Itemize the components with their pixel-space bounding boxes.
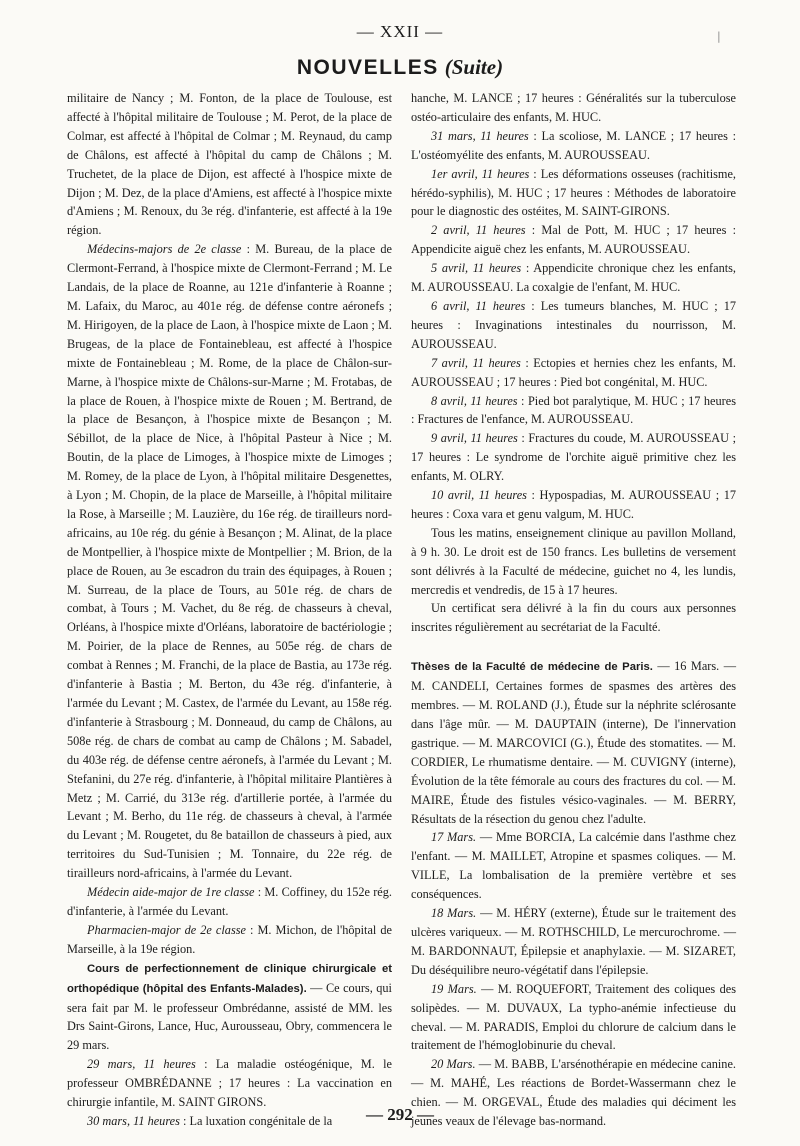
date-label: 5 avril, 11 heures bbox=[431, 261, 522, 276]
title-suite: (Suite) bbox=[444, 55, 504, 79]
section-heading: Thèses de la Faculté de médecine de Paris. bbox=[411, 661, 653, 674]
paragraph: 9 avril, 11 heures : Fractures du coude, M. AUROUSSEAU ; 17 heures : Le syndrome de l'orchite aiguë primitive chez les enfants, M. OLRY. bbox=[411, 431, 736, 484]
date-label: 31 mars, 11 heures bbox=[431, 128, 529, 143]
date-label: 2 avril, 11 heures bbox=[431, 223, 526, 238]
title-text: NOUVELLES bbox=[296, 56, 439, 79]
date-label: 17 Mars. bbox=[431, 830, 477, 845]
date-label: 29 mars, 11 heures bbox=[87, 1057, 196, 1072]
date-label: 20 Mars. bbox=[431, 1057, 476, 1072]
section-heading: Cours de perfectionnement de clinique chirurgicale et orthopédique (hôpital des Enfants-Malades). bbox=[67, 962, 392, 995]
date-label: 1er avril, 11 heures bbox=[431, 166, 530, 181]
margin-mark: | bbox=[717, 30, 721, 43]
page-roman-number: — XXII — bbox=[356, 22, 444, 41]
paragraph: 10 avril, 11 heures : Hypospadias, M. AUROUSSEAU ; 17 heures : Coxa vara et genu valgum, M. HUC. bbox=[411, 488, 737, 521]
rank-label: Médecin aide-major de 1re classe bbox=[87, 885, 255, 900]
paragraph: Cours de perfectionnement de clinique chirurgicale et orthopédique (hôpital des Enfants-Malades). — Ce cours, qui sera fait par M. le professeur Ombrédanne, assisté de MM. les Drs Saint-Girons, Lance, Huc, Aurousseau, Obry, commencera le 29 mars. bbox=[67, 962, 392, 1053]
date-label: 9 avril, 11 heures bbox=[431, 431, 518, 446]
paragraph: Médecins-majors de 2e classe : M. Bureau, de la place de Clermont-Ferrand, à l'hospice mixte de Clermont-Ferrand ; M. Le Landais, de la place de Roanne, au 121e d'infanterie à Roanne ; M. Lafaix, du Maroc, au 401e rég. de défense contre aéronefs ; M. Hirigoyen, de la place de Laon, à l'hospice mixte de Laon ; M. Brugeas, de la place de Fontainebleau, est affecté à l'hospice mixte de Fontainebleau ; M. Rome, de la place de Châlon-sur-Marne, à l'hospice mixte de Châlons-sur-Marne ; M. Frotabas, de la place de Rouen, à l'hospice mixte de Rouen ; M. Bertrand, de la place de Besançon, à l'hospice mixte de Besançon ; M. Sébillot, de la place de Nice, à l'hôpital Pasteur à Nice ; M. Boutin, de la place de Limoges, à l'hospice mixte de Limoges ; M. Romey, de la place de Lyon, à l'hôpital militaire Desgenettes, à Lyon ; M. Chopin, de la place de Marseille, à l'hôpital militaire la Rose, à Marseille ; M. Lauzière, du 16e rég. de tirailleurs nord-africains, au 10e rég. du génie à Besançon ; M. Alinat, de la place de Montpellier, à l'hospice mixte de Montpellier ; M. Brion, de la place de Rouen, au 3e escadron du train des équipages, à Rouen ; M. Surreau, de la place de Tours, au 501e rég. de chars de combat, à Tours ; M. Vachet, du 8e rég. de chasseurs à cheval, Orléans, à l'hospice mixte d'Orléans, laboratoire de bactériologie ; M. Poirier, de la place de Rennes, au 505e rég. de chars de combat à Rennes ; M. Franchi, de la place de Bastia, au 173e rég. d'infanterie à Bastia ; M. Berton, du 43e rég. d'infanterie, à l'armée du Levant ; M. Castex, de l'armée du Levant, au 158e rég. d'infanterie à Strasbourg ; M. Donneaud, du camp de Châlons, au 508e rég. de chars de combat au camp de Châlons ; M. Sabadel, du 403e rég. de défense centre aéronefs, à l'armée du Levant ; M. Stefanini, du 27e rég. d'infanterie, à l'hôpital militaire Plantières à Metz ; M. Carrié, du 313e rég. d'artillerie portée, à l'armée du Levant ; M. Berho, du 11e rég. de chasseurs à cheval, à l'armée du Levant ; M. Rougetet, du 8e bataillon de chasseurs à pied, aux territoires du Sud-Tunisien ; M. Tonnaire, du 22e rég. de tirailleurs nord-africains, à l'armée du Levant. bbox=[67, 242, 392, 881]
paragraph: 6 avril, 11 heures : Les tumeurs blanches, M. HUC ; 17 heures : Invaginations intestinales du nourrisson, M. AUROUSSEAU. bbox=[411, 298, 736, 351]
page-title bbox=[0, 55, 800, 80]
date-label: 19 Mars. bbox=[431, 981, 477, 996]
paragraph: 31 mars, 11 heures : La scoliose, M. LANCE ; 17 heures : L'ostéomyélite des enfants, M. AUROUSSEAU. bbox=[411, 128, 736, 162]
date-label: 18 Mars. bbox=[431, 906, 477, 921]
paragraph: 1er avril, 11 heures : Les déformations osseuses (rachitisme, hérédo-syphilis), M. HUC ; 17 heures : Méthodes de laboratoire pour le diagnostic des ostéites, M. SAINT-GIRONS. bbox=[411, 166, 736, 219]
page-number: — 292 — bbox=[366, 1105, 434, 1124]
date-label: 10 avril, 11 heures bbox=[431, 488, 527, 503]
right-column bbox=[411, 89, 736, 1131]
paragraph: 2 avril, 11 heures : Mal de Pott, M. HUC ; 17 heures : Appendicite aiguë chez les enfants, M. AUROUSSEAU. bbox=[411, 223, 736, 257]
paragraph: 7 avril, 11 heures : Ectopies et hernies chez les enfants, M. AUROUSSEAU ; 17 heures : Pied bot congénital, M. HUC. bbox=[411, 355, 736, 389]
date-label: 30 mars, 11 heures bbox=[87, 1113, 180, 1128]
paragraph: 29 mars, 11 heures : La maladie ostéogénique, M. le professeur OMBRÉDANNE ; 17 heures : La vaccination en chirurgie infantile, M. SAINT GIRONS. bbox=[67, 1057, 393, 1110]
rank-label: Médecins-majors de 2e classe bbox=[87, 242, 242, 257]
paragraph: hanche, M. LANCE ; 17 heures : Généralités sur la tuberculose ostéo-articulaire des enfants, M. HUC. bbox=[411, 91, 736, 124]
paragraph: Pharmacien-major de 2e classe : M. Michon, de l'hôpital de Marseille, à la 19e région. bbox=[67, 922, 392, 956]
paragraph: 5 avril, 11 heures : Appendicite chronique chez les enfants, M. AUROUSSEAU. La coxalgie de l'enfant, M. HUC. bbox=[411, 261, 736, 295]
paragraph: Tous les matins, enseignement clinique au pavillon Molland, à 9 h. 30. Le droit est de 150 francs. Les bulletins de versement sont délivrés à la Faculté de médecine, guichet no 4, les lundis, mercredis et vendredis, de 15 à 17 heures. bbox=[411, 525, 736, 597]
paragraph: 17 Mars. — Mme BORCIA, La calcémie dans l'asthme chez l'enfant. — M. MAILLET, Atropine et spasmes coliques. — M. VILLE, La lombalisation de la première vertèbre et ses conséquences. bbox=[411, 830, 736, 902]
left-column bbox=[67, 89, 392, 1131]
rank-label: Pharmacien-major de 2e classe bbox=[87, 922, 246, 937]
paragraph: Médecin aide-major de 1re classe : M. Coffiney, du 152e rég. d'infanterie, à l'armée du Levant. bbox=[67, 885, 392, 918]
date-label: 7 avril, 11 heures bbox=[431, 355, 521, 370]
paragraph: 19 Mars. — M. ROQUEFORT, Traitement des coliques des solipèdes. — M. DUVAUX, La typho-anémie infectieuse du cheval. — M. PARADIS, Emploi du chlorure de calcium dans le traitement de l'hémoglobinurie du cheval. bbox=[411, 981, 736, 1053]
paragraph: 20 Mars. — M. BABB, L'arsénothérapie en médecine canine. — M. MAHÉ, Les réactions de Bordet-Wassermann chez le chien. — M. ORGEVAL, Étude des maladies qui déciment les jeunes veaux de l'élevage bas-normand. bbox=[411, 1057, 736, 1129]
paragraph: Thèses de la Faculté de médecine de Paris. — 16 Mars. — M. CANDELI, Certaines formes de spasmes des artères des membres. — M. ROLAND (J.), Étude sur la néphrite sclérosante dans l'âge mûr. — M. DAUPTAIN (interne), De l'innervation gastrique. — M. MARCOVICI (G.), Étude des stomatites. — M. CORDIER, Le rhumatisme dentaire. — M. CUVIGNY (interne), Évolution de la tête fémorale au cours des fractures du col. — M. MAIRE, Étude des fistules vésico-vaginales. — M. BERRY, Résultats de la résection du genou chez l'adulte. bbox=[411, 659, 736, 826]
paragraph: 8 avril, 11 heures : Pied bot paralytique, M. HUC ; 17 heures : Fractures de l'enfance, M. AUROUSSEAU. bbox=[411, 393, 736, 427]
date-label: 8 avril, 11 heures bbox=[431, 393, 518, 408]
paragraph: militaire de Nancy ; M. Fonton, de la place de Toulouse, est affecté à l'hôpital militaire de Toulouse ; M. Perot, de la place de Colmar, est affecté à l'hôpital de Colmar ; M. Reynaud, du camp de Châlons, est affecté à l'hôpital du camp de Châlons ; M. Truchetet, de la place de Dijon, est affecté à l'hospice mixte de Dijon ; M. Dez, de la place d'Amiens, est affecté à l'hospice mixte d'Amiens ; M. Renoux, du 3e rég. d'infanterie, est affecté à la 19e région. bbox=[67, 91, 392, 238]
paragraph: 30 mars, 11 heures : La luxation congénitale de la bbox=[87, 1113, 333, 1128]
date-label: 6 avril, 11 heures bbox=[431, 298, 526, 313]
paragraph: Un certificat sera délivré à la fin du cours aux personnes inscrites régulièrement au secrétariat de la Faculté. bbox=[411, 601, 736, 635]
paragraph: 18 Mars. — M. HÉRY (externe), Étude sur le traitement des ulcères variqueux. — M. ROTHSCHILD, Le mercurochrome. — M. BARDONNAUT, Épilepsie et anaphylaxie. — M. SIZARET, Du déséquilibre neuro-végétatif dans l'épilepsie. bbox=[411, 906, 736, 977]
